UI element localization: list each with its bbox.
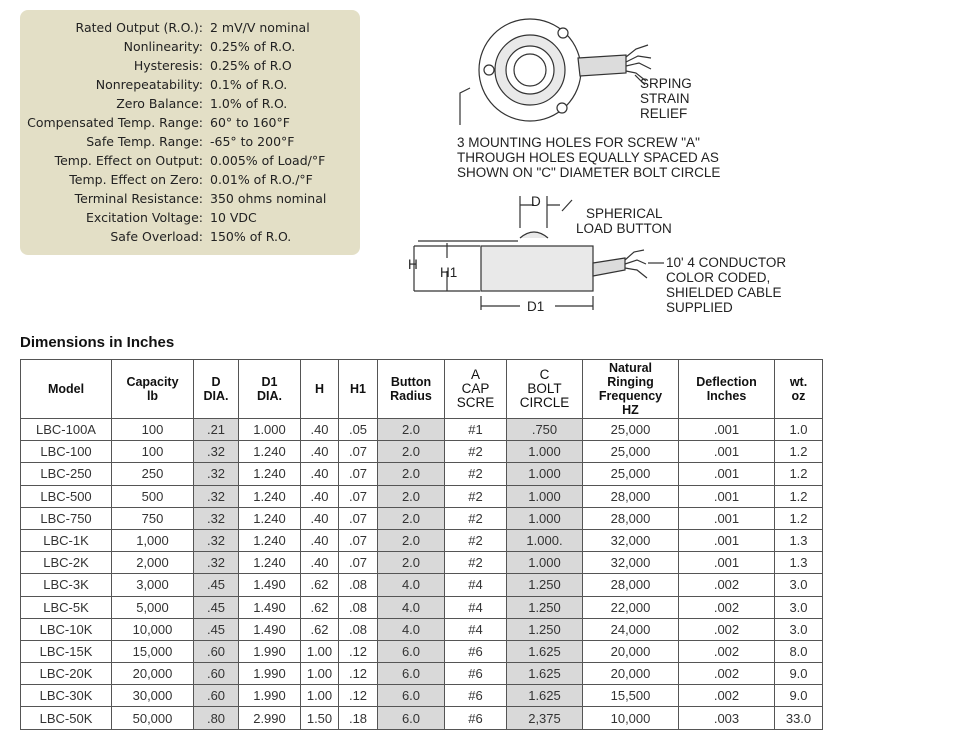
cell-h: .62 [301,596,339,618]
header-line: CIRCLE [519,395,570,410]
spec-row [20,151,326,170]
cell-h1: .08 [339,596,378,618]
cell-button-radius: 2.0 [378,463,445,485]
cell-h: .40 [301,552,339,574]
table-row [21,663,823,685]
table-row [21,419,823,441]
strain-relief-line: STRAIN [640,91,690,106]
cell-capacity: 5,000 [112,596,194,618]
spec-label: Nonrepeatability: [95,77,203,92]
cell-natural-frequency: 25,000 [583,463,679,485]
cell-capacity: 30,000 [112,685,194,707]
header-d-dia [194,360,239,419]
header-line: oz [791,389,806,403]
spec-row [20,227,326,246]
table-row [21,640,823,662]
header-h: H [301,360,339,419]
cell-c-bolt-circle: 1.250 [507,574,583,596]
cell-weight: 9.0 [775,663,823,685]
header-a-cap-screw [445,360,507,419]
cable-note-line: SUPPLIED [666,300,733,315]
spec-value: 60° to 160°F [210,115,290,130]
spec-label: Safe Overload: [110,229,203,244]
cell-weight: 3.0 [775,574,823,596]
table-row [21,552,823,574]
cell-deflection: .002 [679,574,775,596]
cell-button-radius: 4.0 [378,574,445,596]
spec-row [20,56,326,75]
table-row [21,596,823,618]
header-line: C [539,367,550,382]
header-model: Model [21,360,112,419]
header-line: CAP [461,381,490,396]
cell-a-cap-screw: #2 [445,529,507,551]
cell-h: .62 [301,618,339,640]
cell-d1-dia: 2.990 [239,707,301,729]
dimension-d-label: D [531,194,541,209]
header-line: SCRE [456,395,495,410]
cell-model: LBC-50K [21,707,112,729]
table-row [21,507,823,529]
mounting-note-line: 3 MOUNTING HOLES FOR SCREW "A" [457,135,700,150]
cell-deflection: .002 [679,663,775,685]
cell-a-cap-screw: #4 [445,574,507,596]
cell-c-bolt-circle: 1.000 [507,463,583,485]
header-line: Capacity [126,375,179,389]
spec-label: Rated Output (R.O.): [75,20,203,35]
header-capacity [112,360,194,419]
spec-label: Zero Balance: [116,96,203,111]
cell-a-cap-screw: #1 [445,419,507,441]
cell-a-cap-screw: #2 [445,507,507,529]
cell-natural-frequency: 20,000 [583,663,679,685]
cell-weight: 3.0 [775,618,823,640]
cell-weight: 9.0 [775,685,823,707]
table-row [21,485,823,507]
header-h1: H1 [339,360,378,419]
cell-h: .40 [301,441,339,463]
cell-model: LBC-100 [21,441,112,463]
spec-value: 350 ohms nominal [210,191,327,206]
load-cell-diagram [400,0,976,330]
cell-d-dia: .80 [194,707,239,729]
cable-note [666,255,790,315]
cell-h: 1.00 [301,685,339,707]
spec-row [20,75,326,94]
cell-button-radius: 6.0 [378,685,445,707]
cell-button-radius: 6.0 [378,707,445,729]
spec-value: 0.005% of Load/°F [210,153,326,168]
cell-deflection: .002 [679,618,775,640]
dimensions-table [20,359,823,730]
header-button-radius [378,360,445,419]
cell-deflection: .001 [679,419,775,441]
cell-natural-frequency: 24,000 [583,618,679,640]
cell-h: .40 [301,419,339,441]
cell-natural-frequency: 25,000 [583,419,679,441]
cell-model: LBC-5K [21,596,112,618]
cell-model: LBC-2K [21,552,112,574]
cell-c-bolt-circle: 1.000 [507,485,583,507]
header-line: Inches [706,389,747,403]
spec-value: 2 mV/V nominal [210,20,310,35]
spec-value: 0.1% of R.O. [210,77,288,92]
cell-d1-dia: 1.240 [239,507,301,529]
cell-capacity: 500 [112,485,194,507]
spec-label: Hysteresis: [133,58,203,73]
cell-button-radius: 6.0 [378,663,445,685]
dimension-h-label: H [408,257,418,272]
cell-c-bolt-circle: 1.000 [507,552,583,574]
cell-model: LBC-250 [21,463,112,485]
cell-natural-frequency: 32,000 [583,529,679,551]
header-natural-frequency [583,360,679,419]
spec-value: 1.0% of R.O. [210,96,288,111]
cell-h: .40 [301,485,339,507]
cell-d1-dia: 1.000 [239,419,301,441]
header-line: Deflection [696,375,757,389]
cell-d-dia: .45 [194,618,239,640]
cell-weight: 3.0 [775,596,823,618]
cell-h: .40 [301,463,339,485]
cell-h: 1.00 [301,640,339,662]
dimensions-table-body [21,419,823,730]
cell-h: .40 [301,507,339,529]
cell-c-bolt-circle: 1.250 [507,618,583,640]
cell-d-dia: .60 [194,685,239,707]
cell-natural-frequency: 22,000 [583,596,679,618]
table-row [21,441,823,463]
mounting-note-line: THROUGH HOLES EQUALLY SPACED AS [457,150,719,165]
cell-natural-frequency: 15,500 [583,685,679,707]
cell-h: 1.00 [301,663,339,685]
spec-row [20,170,326,189]
spec-row [20,208,326,227]
cell-d1-dia: 1.490 [239,574,301,596]
cell-button-radius: 6.0 [378,640,445,662]
spec-row [20,94,326,113]
cell-d1-dia: 1.240 [239,552,301,574]
cell-h1: .05 [339,419,378,441]
specifications-panel [20,10,360,255]
spec-label: Excitation Voltage: [86,210,203,225]
cell-model: LBC-1K [21,529,112,551]
button-note-line: LOAD BUTTON [576,221,672,236]
mounting-note-line: SHOWN ON "C" DIAMETER BOLT CIRCLE [457,165,721,180]
cell-model: LBC-15K [21,640,112,662]
cell-button-radius: 4.0 [378,618,445,640]
cell-capacity: 100 [112,441,194,463]
header-line: Frequency [598,389,663,403]
cell-c-bolt-circle: 1.000 [507,507,583,529]
cell-h1: .08 [339,574,378,596]
cell-capacity: 750 [112,507,194,529]
cell-natural-frequency: 32,000 [583,552,679,574]
cell-h1: .12 [339,663,378,685]
cell-capacity: 250 [112,463,194,485]
cell-model: LBC-20K [21,663,112,685]
cell-d-dia: .32 [194,485,239,507]
cell-button-radius: 2.0 [378,507,445,529]
top-view-drawing [479,19,651,121]
cell-button-radius: 2.0 [378,552,445,574]
dimensions-title: Dimensions in Inches [20,334,175,351]
cell-h1: .07 [339,507,378,529]
cell-capacity: 15,000 [112,640,194,662]
cell-d-dia: .21 [194,419,239,441]
header-line: Radius [390,389,432,403]
cell-h: .62 [301,574,339,596]
cell-weight: 1.3 [775,552,823,574]
cell-a-cap-screw: #6 [445,663,507,685]
cell-button-radius: 2.0 [378,529,445,551]
spec-label: Nonlinearity: [123,39,203,54]
cable-note-line: COLOR CODED, [666,270,771,285]
button-note-line: SPHERICAL [586,206,663,221]
cell-d-dia: .60 [194,663,239,685]
cell-weight: 1.3 [775,529,823,551]
cell-d-dia: .32 [194,441,239,463]
cell-d1-dia: 1.990 [239,685,301,707]
spec-row [20,37,326,56]
header-line: Button [390,375,432,389]
cell-button-radius: 2.0 [378,485,445,507]
cell-model: LBC-500 [21,485,112,507]
spec-row [20,18,326,37]
cell-weight: 33.0 [775,707,823,729]
spec-row [20,132,326,151]
cell-h1: .18 [339,707,378,729]
cell-deflection: .003 [679,707,775,729]
cell-h1: .12 [339,640,378,662]
cell-weight: 8.0 [775,640,823,662]
spec-value: 10 VDC [210,210,257,225]
cell-d1-dia: 1.240 [239,529,301,551]
cell-d1-dia: 1.490 [239,596,301,618]
cell-h1: .07 [339,441,378,463]
cell-capacity: 2,000 [112,552,194,574]
header-weight [775,360,823,419]
cell-model: LBC-3K [21,574,112,596]
table-header-row [21,360,823,419]
spec-label: Compensated Temp. Range: [27,115,203,130]
spec-value: 150% of R.O. [210,229,292,244]
cell-a-cap-screw: #2 [445,463,507,485]
cell-h1: .07 [339,552,378,574]
spec-label: Safe Temp. Range: [86,134,203,149]
spec-row [20,113,326,132]
cell-capacity: 10,000 [112,618,194,640]
cell-deflection: .001 [679,529,775,551]
cell-model: LBC-30K [21,685,112,707]
cell-d1-dia: 1.990 [239,663,301,685]
header-deflection [679,360,775,419]
cell-d-dia: .32 [194,529,239,551]
spec-label: Temp. Effect on Zero: [69,172,203,187]
mounting-holes-note [457,135,723,180]
cell-d1-dia: 1.240 [239,485,301,507]
cell-h: 1.50 [301,707,339,729]
cell-a-cap-screw: #6 [445,640,507,662]
cable-note-line: SHIELDED CABLE [666,285,782,300]
cell-model: LBC-100A [21,419,112,441]
strain-relief-line: SRPING [640,76,692,91]
header-line: DIA. [203,389,229,403]
header-line: Natural [608,361,653,375]
table-row [21,707,823,729]
cell-c-bolt-circle: 1.625 [507,685,583,707]
cell-button-radius: 4.0 [378,596,445,618]
cell-a-cap-screw: #2 [445,485,507,507]
cell-deflection: .002 [679,596,775,618]
header-line: BOLT [527,381,562,396]
cell-c-bolt-circle: 1.625 [507,663,583,685]
spec-value: 0.25% of R.O. [210,39,296,54]
cell-a-cap-screw: #6 [445,707,507,729]
cell-a-cap-screw: #2 [445,552,507,574]
cell-deflection: .002 [679,685,775,707]
cell-c-bolt-circle: 1.250 [507,596,583,618]
dimension-d1-label: D1 [527,299,545,314]
cell-capacity: 20,000 [112,663,194,685]
mounting-leader [460,88,470,125]
header-line: lb [146,389,159,403]
table-row [21,685,823,707]
cell-deflection: .001 [679,463,775,485]
strain-relief-label [640,76,696,121]
cell-capacity: 50,000 [112,707,194,729]
cell-weight: 1.2 [775,463,823,485]
header-line: A [470,367,480,382]
header-line: Ringing [607,375,654,389]
cell-c-bolt-circle: 1.625 [507,640,583,662]
cell-model: LBC-750 [21,507,112,529]
cell-d-dia: .45 [194,596,239,618]
header-line: D [211,375,221,389]
cell-deflection: .001 [679,552,775,574]
dimension-h1-label: H1 [440,265,458,280]
cell-capacity: 1,000 [112,529,194,551]
spec-label: Temp. Effect on Output: [54,153,203,168]
cell-a-cap-screw: #2 [445,441,507,463]
cell-natural-frequency: 10,000 [583,707,679,729]
cell-weight: 1.2 [775,485,823,507]
spec-label: Terminal Resistance: [74,191,203,206]
cell-h1: .08 [339,618,378,640]
cell-c-bolt-circle: 1.000. [507,529,583,551]
cell-deflection: .001 [679,441,775,463]
cell-weight: 1.2 [775,507,823,529]
cell-capacity: 100 [112,419,194,441]
cell-natural-frequency: 25,000 [583,441,679,463]
cell-d1-dia: 1.990 [239,640,301,662]
strain-relief-line: RELIEF [640,106,688,121]
cell-c-bolt-circle: 2,375 [507,707,583,729]
cell-h1: .07 [339,463,378,485]
cell-button-radius: 2.0 [378,419,445,441]
header-line: D1 [261,375,278,389]
button-note [576,206,672,236]
cell-weight: 1.2 [775,441,823,463]
cell-natural-frequency: 28,000 [583,574,679,596]
spec-row [20,189,326,208]
cell-c-bolt-circle: 1.000 [507,441,583,463]
header-line: DIA. [257,389,282,403]
cell-deflection: .001 [679,485,775,507]
specifications-table [20,18,326,246]
header-d1-dia [239,360,301,419]
cell-capacity: 3,000 [112,574,194,596]
header-line: wt. [789,375,808,389]
cell-button-radius: 2.0 [378,441,445,463]
cell-natural-frequency: 28,000 [583,485,679,507]
cell-h: .40 [301,529,339,551]
cell-h1: .12 [339,685,378,707]
cell-d-dia: .32 [194,463,239,485]
cell-model: LBC-10K [21,618,112,640]
cell-d-dia: .60 [194,640,239,662]
cell-deflection: .001 [679,507,775,529]
cell-weight: 1.0 [775,419,823,441]
cell-d-dia: .32 [194,507,239,529]
table-row [21,618,823,640]
cell-c-bolt-circle: .750 [507,419,583,441]
table-row [21,529,823,551]
header-c-bolt-circle [507,360,583,419]
table-row [21,574,823,596]
cell-d1-dia: 1.240 [239,441,301,463]
cell-deflection: .002 [679,640,775,662]
cell-d1-dia: 1.240 [239,463,301,485]
cell-h1: .07 [339,485,378,507]
cell-a-cap-screw: #4 [445,596,507,618]
cell-a-cap-screw: #6 [445,685,507,707]
spec-value: 0.01% of R.O./°F [210,172,313,187]
cell-natural-frequency: 28,000 [583,507,679,529]
spec-value: 0.25% of R.O [210,58,292,73]
cell-d-dia: .45 [194,574,239,596]
cell-natural-frequency: 20,000 [583,640,679,662]
cell-a-cap-screw: #4 [445,618,507,640]
cell-h1: .07 [339,529,378,551]
spec-value: -65° to 200°F [210,134,295,149]
cell-d-dia: .32 [194,552,239,574]
cable-note-line: 10' 4 CONDUCTOR [666,255,787,270]
cell-d1-dia: 1.490 [239,618,301,640]
table-row [21,463,823,485]
header-line: HZ [622,403,639,417]
